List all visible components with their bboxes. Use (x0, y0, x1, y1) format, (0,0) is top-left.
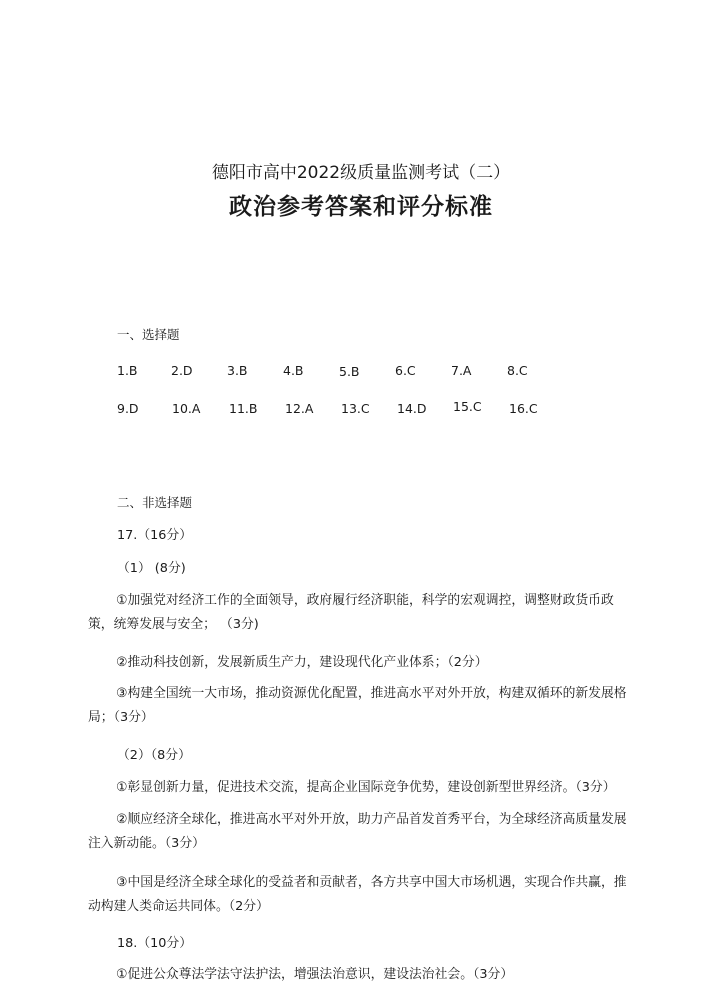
page-title: 政治参考答案和评分标准 (229, 194, 493, 220)
answer-item: 6.C (395, 363, 416, 378)
answer-item: 12.A (285, 401, 314, 416)
answer-item: 16.C (509, 401, 538, 416)
answer-item: 13.C (341, 401, 370, 416)
answer-text: ①加强党对经济工作的全面领导，政府履行经济职能，科学的宏观调控，调整财政货币政策，统筹发展与安全； （3分) (88, 593, 614, 632)
answer-paragraph (88, 808, 636, 856)
section-heading-choice: 一、选择题 (117, 327, 180, 342)
answer-item: 5.B (339, 364, 360, 379)
answer-text: ②顺应经济全球化，推进高水平对外开放，助力产品首发首秀平台，为全球经济高质量发展注入新动能。（3分） (88, 812, 627, 851)
answer-item: 10.A (172, 401, 201, 416)
answer-text: ③中国是经济全球全球化的受益者和贡献者，各方共享中国大市场机遇，实现合作共赢，推动构建人类命运共同体。（2分） (88, 875, 627, 914)
answer-item: 9.D (117, 401, 139, 416)
question-17-part-1: （1） (8分) (117, 561, 186, 576)
question-18-label: 18.（10分） (117, 936, 193, 951)
answer-item: 7.A (451, 363, 472, 378)
answer-item: 8.C (507, 363, 528, 378)
answer-paragraph: ②推动科技创新，发展新质生产力，建设现代化产业体系；（2分） (116, 655, 488, 670)
answer-text: ③构建全国统一大市场，推动资源优化配置，推进高水平对外开放，构建双循环的新发展格局；（3分） (88, 686, 627, 725)
answer-item: 2.D (171, 363, 193, 378)
answer-item: 3.B (227, 363, 248, 378)
answer-paragraph: ①促进公众尊法学法守法护法，增强法治意识，建设法治社会。（3分） (116, 967, 514, 982)
answer-item: 4.B (283, 363, 304, 378)
answer-paragraph: ①彰显创新力量，促进技术交流，提高企业国际竞争优势，建设创新型世界经济。（3分） (116, 780, 616, 795)
section-heading-nonchoice: 二、非选择题 (117, 495, 193, 510)
exam-subtitle: 德阳市高中2022级质量监测考试（二） (211, 163, 511, 183)
answer-paragraph (88, 871, 636, 919)
answer-item: 11.B (229, 401, 258, 416)
answer-item: 1.B (117, 363, 138, 378)
answer-item: 15.C (453, 399, 482, 414)
question-17-part-2: （2）（8分） (117, 748, 191, 763)
answer-item: 14.D (397, 401, 427, 416)
answer-paragraph (88, 589, 636, 637)
answer-paragraph (88, 682, 636, 730)
question-17-label: 17.（16分） (117, 528, 193, 543)
